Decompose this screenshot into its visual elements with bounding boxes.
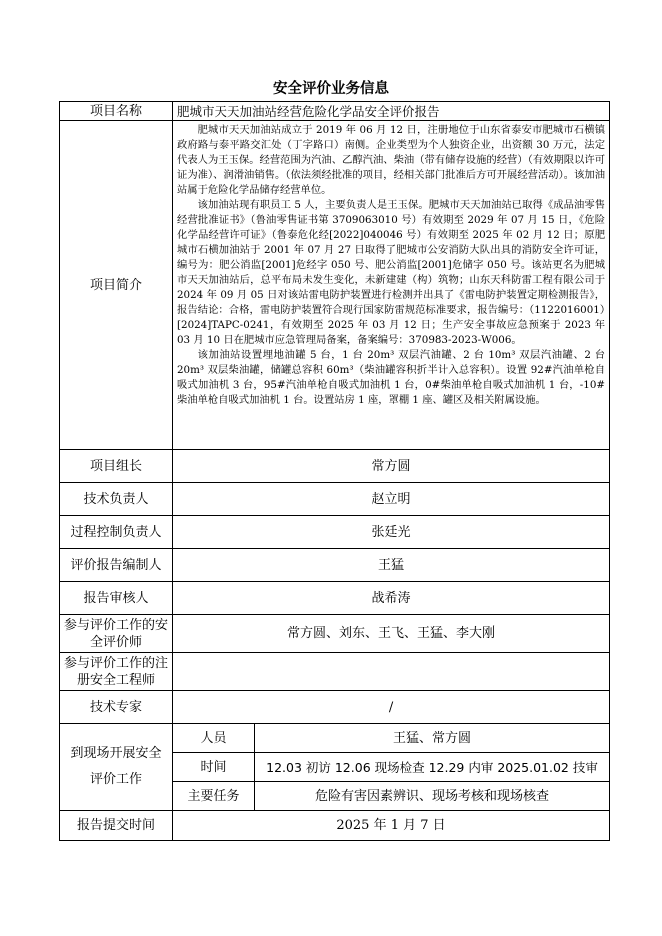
registered-engineers-label: 参与评价工作的注册安全工程师 xyxy=(60,653,173,691)
report-reviewer-label: 报告审核人 xyxy=(60,582,173,615)
project-intro-label: 项目简介 xyxy=(60,121,173,450)
info-table xyxy=(59,101,610,841)
intro-paragraph: 肥城市天天加油站成立于 2019 年 06 月 12 日，注册地位于山东省泰安市肥城市石横镇政府路与泰平路交汇处（丁字路口）南侧。企业类型为个人独资企业，出资额 30 万元，法定代表人为王玉保。经营范围为汽油、乙醇汽油、柴油（带有储存设施的经营）（有效期限以许可证为准）、润滑油销售。（依法须经批准的项目，经相关部门批准后方可开展经营活动）。该加油站属于危险化学品储存经营单位。 xyxy=(177,124,606,196)
page-title: 安全评价业务信息 xyxy=(273,81,389,97)
report-author-label: 评价报告编制人 xyxy=(60,549,173,582)
tech-expert-label: 技术专家 xyxy=(60,691,173,724)
tech-lead-value: 赵立明 xyxy=(173,483,610,516)
submit-time-label: 报告提交时间 xyxy=(60,811,173,841)
site-work-label-text: 到现场开展安全评价工作 xyxy=(70,746,162,787)
safety-assessors-label: 参与评价工作的安全评价师 xyxy=(60,615,173,653)
submit-time-value: 2025 年 1 月 7 日 xyxy=(173,811,610,841)
tech-lead-label: 技术负责人 xyxy=(60,483,173,516)
site-task-value: 危险有害因素辨识、现场考核和现场核查 xyxy=(255,782,610,811)
site-personnel-value: 王猛、常方圆 xyxy=(255,724,610,753)
project-name-label: 项目名称 xyxy=(60,102,173,121)
process-lead-label: 过程控制负责人 xyxy=(60,516,173,549)
intro-paragraph: 该加油站设置埋地油罐 5 台，1 台 20m³ 双层汽油罐、2 台 10m³ 双层汽油罐、2 台 20m³ 双层柴油罐，储罐总容积 60m³（柴油罐容积折半计入总容积）。设置 92#汽油单枪自吸式加油机 3 台，95#汽油单枪自吸式加油机 1 台，0#柴油单枪自吸式加油机 1 台，-10#柴油单枪自吸式加油机 1 台。设置站房 1 座，罩棚 1 座、罐区及相关附属设施。 xyxy=(177,349,606,406)
intro-paragraph: 该加油站现有职员工 5 人，主要负责人是王玉保。肥城市天天加油站已取得《成品油零售经营批准证书》（鲁油零售证书第 3709063010 号）有效期至 2029 年 07 月 15 日，《危险化学品经营许可证》（鲁泰危化经[2022]040046 号）有效期至 2025 年 02 月 12 日；原肥城市石横加油站于 2001 年 07 月 27 日取得了肥城市公安消防大队出具的消防安全许可证，编号为：肥公消监[2001]危经字 050 号、肥公消监[2001]危储字 050 号。该站更名为肥城市天天加油站后，总平布局未发生变化，未新建建（构）筑物；山东天科防雷工程有限公司于 2024 年 09 月 05 日对该站雷电防护装置进行检测并出具了《雷电防护装置定期检测报告》，报告结论：合格，雷电防护装置符合现行国家防雷规范标准要求，报告编号：（1122016001）[2024]TAPC-0241，有效期至 2025 年 03 月 12 日；生产安全事故应急预案于 2023 年 03 月 10 日在肥城市应急管理局备案，备案编号：370983-2023-W006。 xyxy=(177,199,606,346)
site-work-label xyxy=(60,724,173,811)
tech-expert-value: / xyxy=(173,691,610,724)
site-time-value: 12.03 初访 12.06 现场检查 12.29 内审 2025.01.02 技审 xyxy=(255,753,610,782)
safety-assessors-value: 常方圆、刘东、王飞、王猛、李大刚 xyxy=(173,615,610,653)
team-leader-value: 常方圆 xyxy=(173,450,610,483)
report-author-value: 王猛 xyxy=(173,549,610,582)
report-reviewer-value: 战希涛 xyxy=(173,582,610,615)
registered-engineers-value xyxy=(173,653,610,691)
site-task-label: 主要任务 xyxy=(173,782,255,811)
team-leader-label: 项目组长 xyxy=(60,450,173,483)
site-time-label: 时间 xyxy=(173,753,255,782)
project-name-value: 肥城市天天加油站经营危险化学品安全评价报告 xyxy=(173,102,610,121)
process-lead-value: 张廷光 xyxy=(173,516,610,549)
site-personnel-label: 人员 xyxy=(173,724,255,753)
project-intro-content xyxy=(173,121,610,450)
